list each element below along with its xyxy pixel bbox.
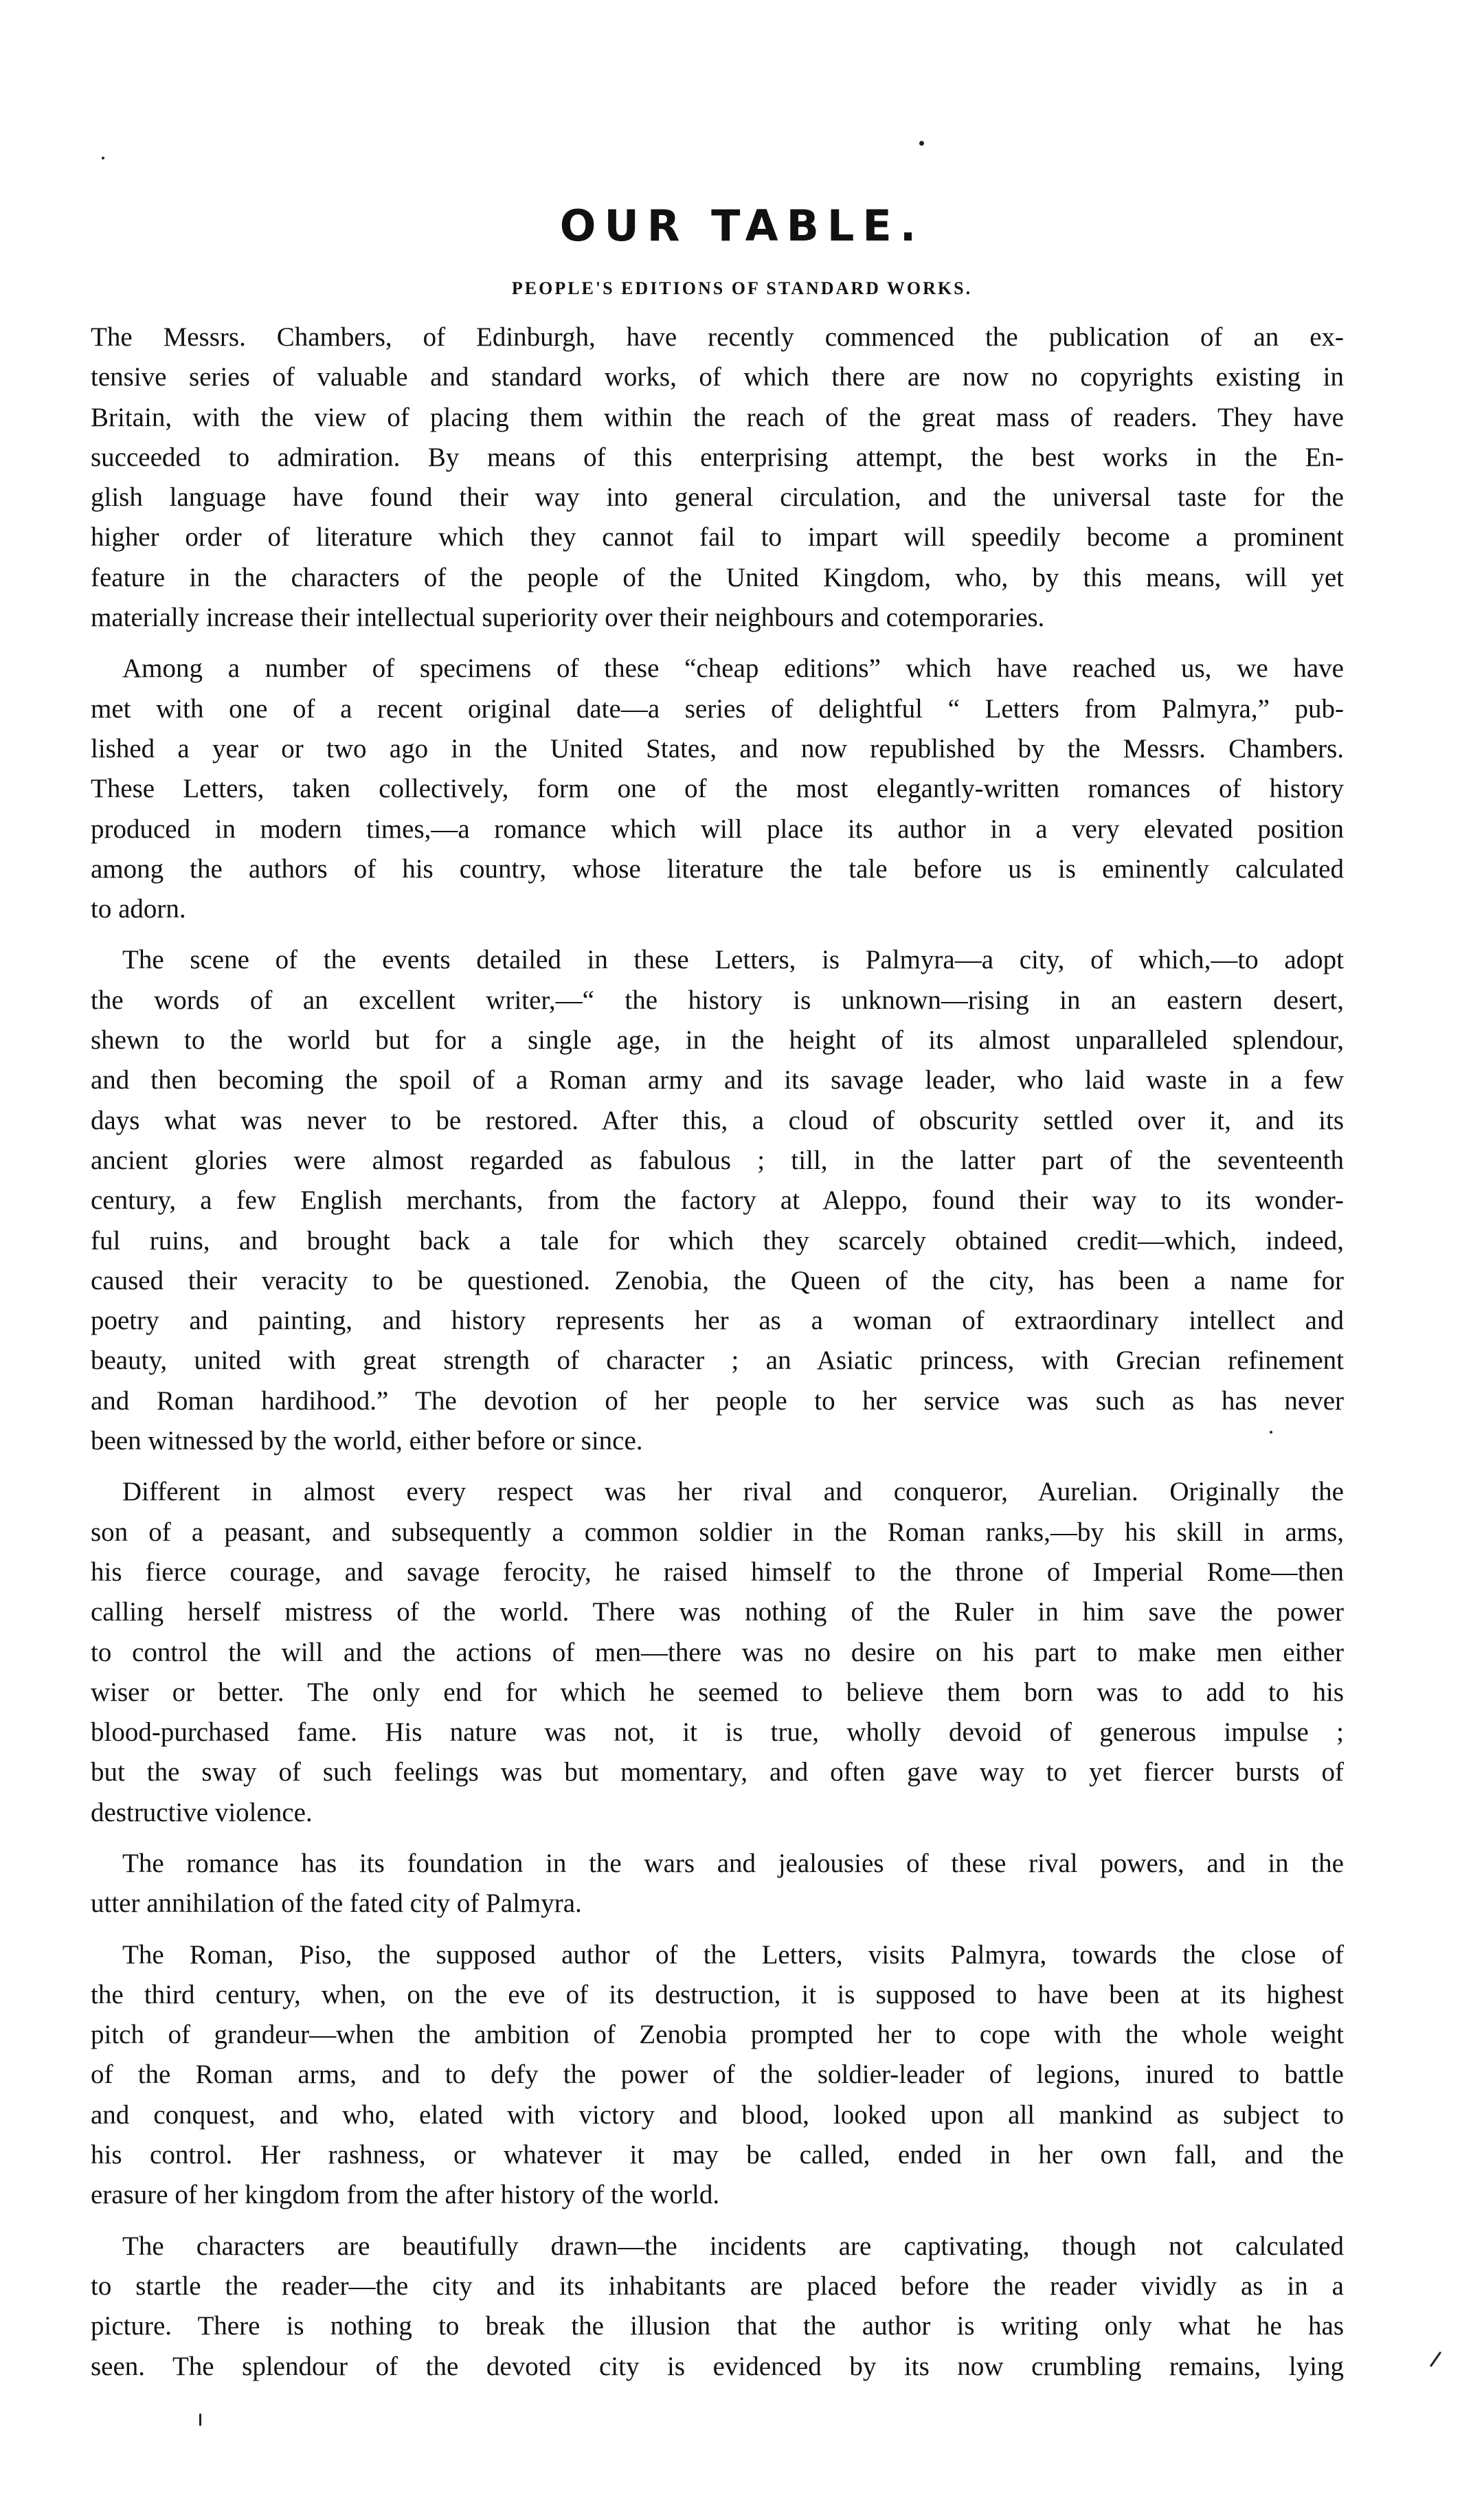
text-line: Among a number of specimens of these “cheap editions” which have reached us, we have bbox=[122, 654, 1344, 684]
section-subtitle: PEOPLE'S EDITIONS OF STANDARD WORKS. bbox=[511, 278, 973, 298]
text-line: picture. There is nothing to break the illusion that the author is writing only what he has bbox=[91, 2311, 1344, 2341]
text-line: erasure of her kingdom from the after history of the world. bbox=[91, 2180, 720, 2210]
paragraph bbox=[91, 1844, 1344, 1924]
paragraph bbox=[91, 649, 1344, 929]
text-line: and Roman hardihood.” The devotion of her people to her service was such as has never bbox=[91, 1385, 1344, 1416]
text-line: Britain, with the view of placing them within the reach of the great mass of readers. They have bbox=[91, 402, 1344, 432]
text-line: caused their veracity to be questioned. Zenobia, the Queen of the city, has been a name for bbox=[91, 1265, 1344, 1295]
text-line: days what was never to be restored. After this, a cloud of obscurity settled over it, and its bbox=[91, 1105, 1344, 1135]
ink-speck bbox=[1430, 2351, 1441, 2367]
text-line: destructive violence. bbox=[91, 1797, 313, 1827]
text-line: and conquest, and who, elated with victory and blood, looked upon all mankind as subject to bbox=[91, 2099, 1344, 2130]
text-line: wiser or better. The only end for which he seemed to believe them born was to add to his bbox=[91, 1677, 1344, 1707]
text-line: the third century, when, on the eve of its destruction, it is supposed to have been at its highest bbox=[91, 1979, 1344, 2009]
text-line: The characters are beautifully drawn—the incidents are captivating, though not calculated bbox=[122, 2231, 1344, 2261]
text-line: lished a year or two ago in the United States, and now republished by the Messrs. Chambers. bbox=[91, 733, 1344, 764]
text-line: son of a peasant, and subsequently a common soldier in the Roman ranks,—by his skill in arms, bbox=[91, 1517, 1344, 1547]
text-line: and then becoming the spoil of a Roman army and its savage leader, who laid waste in a few bbox=[91, 1065, 1344, 1095]
text-line: his fierce courage, and savage ferocity, he raised himself to the throne of Imperial Rome—then bbox=[91, 1557, 1344, 1587]
text-line: met with one of a recent original date—a series of delightful “ Letters from Palmyra,” pub- bbox=[91, 693, 1344, 724]
text-line: calling herself mistress of the world. There was nothing of the Ruler in him save the power bbox=[91, 1597, 1344, 1627]
ink-speck bbox=[199, 2414, 201, 2426]
text-line: higher order of literature which they cannot fail to impart will speedily become a prominent bbox=[91, 522, 1344, 553]
text-line: of the Roman arms, and to defy the power of the soldier-leader of legions, inured to battle bbox=[91, 2060, 1344, 2090]
text-line: These Letters, taken collectively, form one of the most elegantly-written romances of history bbox=[91, 774, 1344, 804]
paragraph bbox=[91, 2227, 1344, 2387]
paragraph bbox=[91, 1935, 1344, 2216]
text-line: Different in almost every respect was her rival and conqueror, Aurelian. Originally the bbox=[122, 1477, 1344, 1507]
text-line: tensive series of valuable and standard works, of which there are now no copyrights existing in bbox=[91, 362, 1344, 392]
ink-speck bbox=[919, 141, 924, 146]
text-line: shewn to the world but for a single age, in the height of its almost unparalleled splendour, bbox=[91, 1025, 1344, 1056]
text-line: pitch of grandeur—when the ambition of Zenobia prompted her to cope with the whole weight bbox=[91, 2020, 1344, 2050]
text-line: utter annihilation of the fated city of Palmyra. bbox=[91, 1888, 582, 1919]
text-line: glish language have found their way into general circulation, and the universal taste for the bbox=[91, 482, 1344, 513]
text-line: succeeded to admiration. By means of this enterprising attempt, the best works in the En- bbox=[91, 442, 1344, 472]
text-line: his control. Her rashness, or whatever it may be called, ended in her own fall, and the bbox=[91, 2140, 1344, 2170]
text-line: The Messrs. Chambers, of Edinburgh, have recently commenced the publication of an ex- bbox=[91, 322, 1344, 352]
page-title: OUR TABLE. bbox=[559, 201, 925, 251]
text-line: produced in modern times,—a romance which will place its author in a very elevated position bbox=[91, 814, 1344, 844]
text-line: feature in the characters of the people of the United Kingdom, who, by this means, will yet bbox=[91, 562, 1344, 592]
text-line: been witnessed by the world, either before or since. bbox=[91, 1426, 643, 1456]
text-line: ancient glories were almost regarded as fabulous ; till, in the latter part of the seventeenth bbox=[91, 1145, 1344, 1175]
text-line: the words of an excellent writer,—“ the history is unknown—rising in an eastern desert, bbox=[91, 985, 1344, 1015]
text-line: blood-purchased fame. His nature was not, it is true, wholly devoid of generous impulse ; bbox=[91, 1717, 1344, 1748]
text-line: beauty, united with great strength of character ; an Asiatic princess, with Grecian refinement bbox=[91, 1346, 1344, 1376]
ink-speck bbox=[102, 157, 104, 159]
text-line: century, a few English merchants, from the factory at Aleppo, found their way to its wonder- bbox=[91, 1185, 1344, 1216]
paragraph bbox=[91, 1472, 1344, 1833]
text-line: to adorn. bbox=[91, 894, 186, 924]
text-line: The Roman, Piso, the supposed author of the Letters, visits Palmyra, towards the close of bbox=[122, 1939, 1344, 1970]
text-line: The scene of the events detailed in these Letters, is Palmyra—a city, of which,—to adopt bbox=[122, 945, 1344, 975]
text-line: but the sway of such feelings was but momentary, and often gave way to yet fiercer bursts of bbox=[91, 1757, 1344, 1787]
text-line: materially increase their intellectual superiority over their neighbours and cotemporaries. bbox=[91, 603, 1045, 633]
text-line: seen. The splendour of the devoted city is evidenced by its now crumbling remains, lying bbox=[91, 2351, 1344, 2381]
text-line: The romance has its foundation in the wars and jealousies of these rival powers, and in the bbox=[122, 1848, 1344, 1878]
text-line: to control the will and the actions of men—there was no desire on his part to make men either bbox=[91, 1637, 1344, 1667]
text-line: among the authors of his country, whose literature the tale before us is eminently calculated bbox=[91, 854, 1344, 884]
text-line: to startle the reader—the city and its inhabitants are placed before the reader vividly as in a bbox=[91, 2271, 1344, 2301]
article-body bbox=[91, 317, 1344, 2398]
text-line: ful ruins, and brought back a tale for which they scarcely obtained credit—which, indeed, bbox=[91, 1225, 1344, 1256]
paragraph bbox=[91, 940, 1344, 1461]
text-line: poetry and painting, and history represents her as a woman of extraordinary intellect and bbox=[91, 1306, 1344, 1336]
paragraph bbox=[91, 317, 1344, 638]
